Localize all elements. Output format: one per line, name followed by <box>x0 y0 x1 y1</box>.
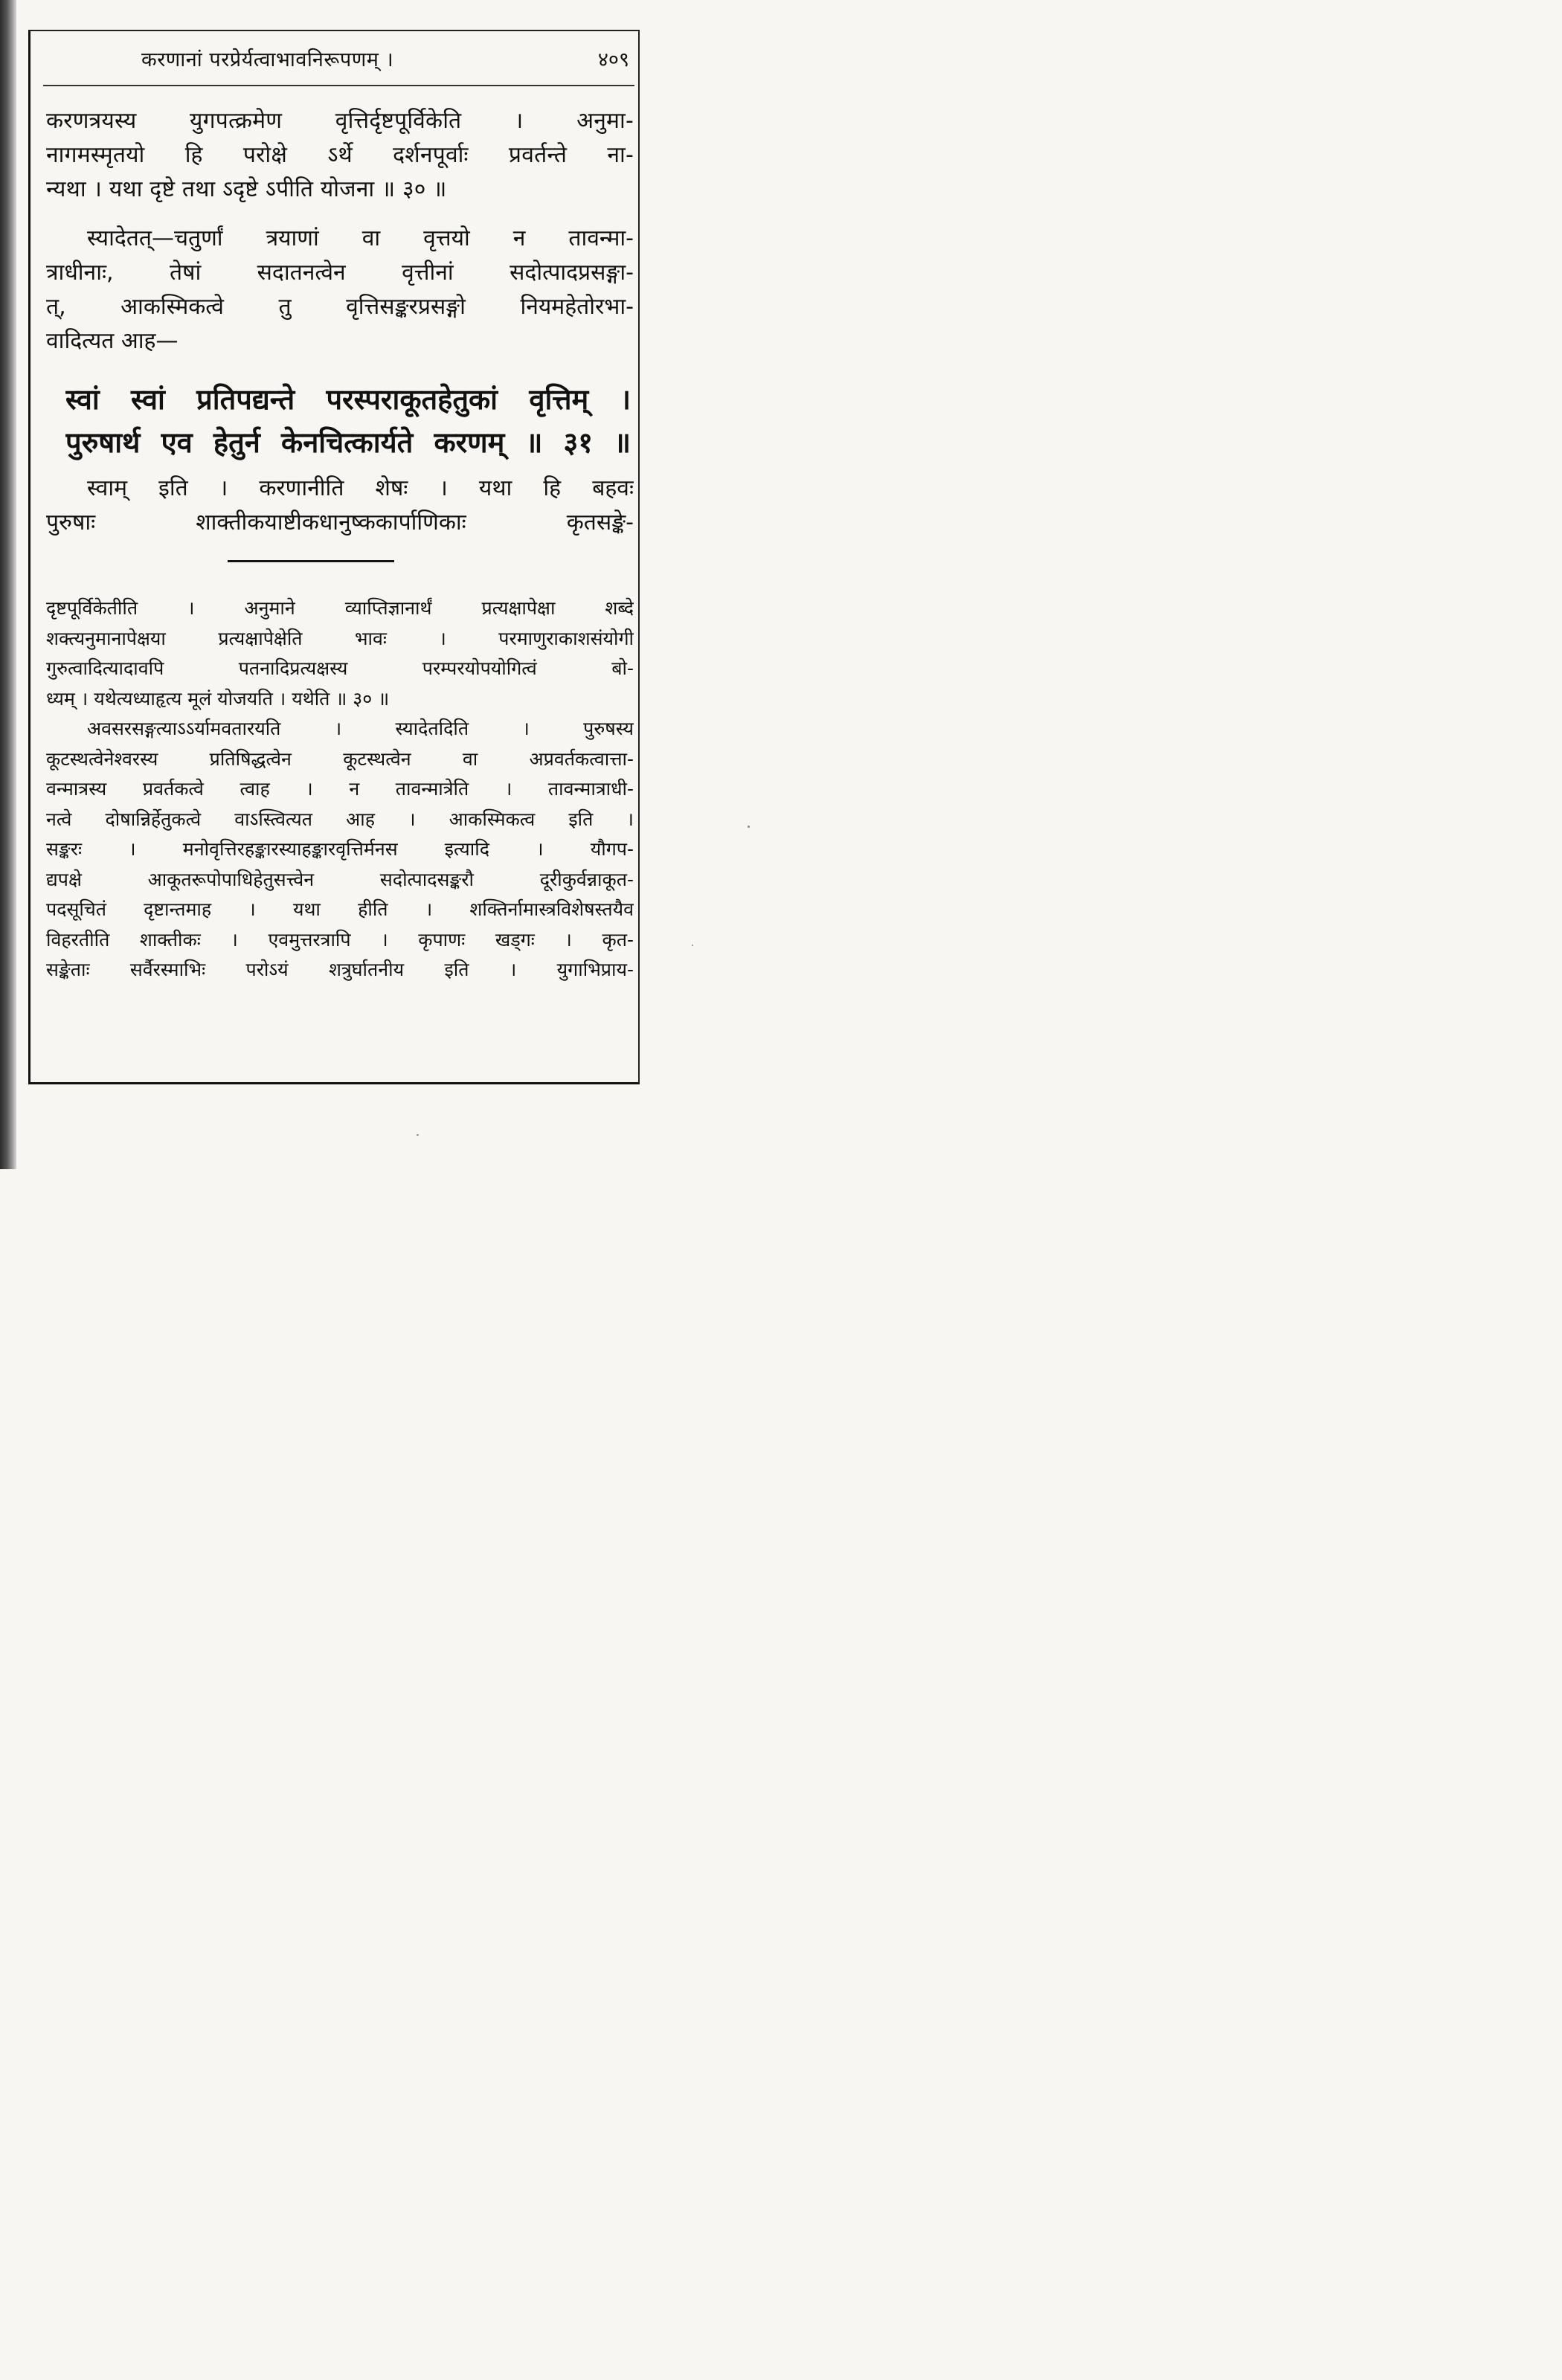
text-line: सङ्केताः सर्वैरस्माभिः परोऽयं शत्रुर्घातनीय इति । युगाभिप्राय- <box>46 959 634 980</box>
text-line: अवसरसङ्गत्याऽऽर्यामवतारयति । स्यादेतदिति । पुरुषस्य <box>87 718 634 739</box>
text-line: पदसूचितं दृष्टान्तमाह । यथा हीति । शक्तिर्नामास्त्रविशेषस्तयैव <box>46 898 634 920</box>
text-line: कूटस्थत्वेनेश्वरस्य प्रतिषिद्धत्वेन कूटस्थत्वेन वा अप्रवर्तकत्वात्ता- <box>46 747 634 770</box>
objection-paragraph <box>46 222 634 358</box>
text-line: वन्मात्रस्य प्रवर्तकत्वे त्वाह । न तावन्मात्रेति । तावन्मात्राधी- <box>46 778 634 800</box>
text-line: द्यपक्षे आकूतरूपोपाधिहेतुसत्त्वेन सदोत्पादसङ्करौ दूरीकुर्वन्नाकूत- <box>46 868 634 890</box>
commentary-on-verse-30 <box>46 104 634 207</box>
verse-31 <box>65 378 631 464</box>
paper-speck <box>748 826 750 828</box>
text-line: सङ्करः । मनोवृत्तिरहङ्कारस्याहङ्कारवृत्तिर्मनस इत्यादि । यौगप- <box>46 838 634 860</box>
text-line: नत्वे दोषान्निर्हेतुकत्वे वाऽस्त्वित्यत आह । आकस्मिकत्व इति । <box>46 808 634 830</box>
text-line: नागमस्मृतयो हि परोक्षे ऽर्थे दर्शनपूर्वाः प्रवर्तन्ते ना- <box>46 142 634 168</box>
text-line: त्, आकस्मिकत्वे तु वृत्तिसङ्करप्रसङ्गो नियमहेतोरभा- <box>46 294 634 320</box>
text-line: गुरुत्वादित्यादावपि पतनादिप्रत्यक्षस्य परम्परयोपयोगित्वं बो- <box>46 657 634 679</box>
page-title: करणानां परप्रेर्यत्वाभावनिरूपणम् । <box>141 48 394 71</box>
commentary-on-verse-31 <box>46 472 634 540</box>
header-rule <box>43 85 634 86</box>
paper-speck <box>417 1134 419 1136</box>
text-line: न्यथा । यथा दृष्टे तथा ऽदृष्टे ऽपीति योजना ॥ ३० ॥ <box>46 176 447 202</box>
text-line: स्वाम् इति । करणानीति शेषः । यथा हि बहवः <box>87 475 634 501</box>
footnote-divider <box>228 560 394 562</box>
text-line: करणत्रयस्य युगपत्क्रमेण वृत्तिर्दृष्टपूर्विकेति । अनुमा- <box>46 108 634 134</box>
text-line: वादित्यत आह— <box>46 328 179 354</box>
verse-line: स्वां स्वां प्रतिपद्यन्ते परस्पराकूतहेतुकां वृत्तिम् । <box>65 383 631 416</box>
text-line: पुरुषाः शाक्तीकयाष्टीकधानुष्ककार्पाणिकाः कृतसङ्के- <box>46 509 634 536</box>
running-header <box>45 39 632 79</box>
text-line: स्यादेतत्—चतुर्णां त्रयाणां वा वृत्तयो न तावन्मा- <box>87 225 634 251</box>
text-line: त्राधीनाः, तेषां सदातनत्वेन वृत्तीनां सदोत्पादप्रसङ्गा- <box>46 260 634 286</box>
text-line: विहरतीति शाक्तीकः । एवमुत्तरत्रापि । कृपाणः खड्गः । कृत- <box>46 928 634 951</box>
paper-speck <box>692 945 693 946</box>
verse-line: पुरुषार्थ एव हेतुर्न केनचित्कार्यते करणम् ॥ ३१ ॥ <box>65 426 631 459</box>
text-line: शक्त्यनुमानापेक्षया प्रत्यक्षापेक्षेति भावः । परमाणुराकाशसंयोगी <box>46 627 634 649</box>
sub-commentary <box>46 594 634 985</box>
text-line: ध्यम् । यथेत्यध्याहृत्य मूलं योजयति । यथेति ॥ ३० ॥ <box>46 687 390 710</box>
book-binding-shadow <box>0 0 16 1169</box>
text-line: दृष्टपूर्विकेतीति । अनुमाने व्याप्तिज्ञानार्थं प्रत्यक्षापेक्षा शब्दे <box>46 597 634 619</box>
page-number: ४०९ <box>597 48 629 71</box>
